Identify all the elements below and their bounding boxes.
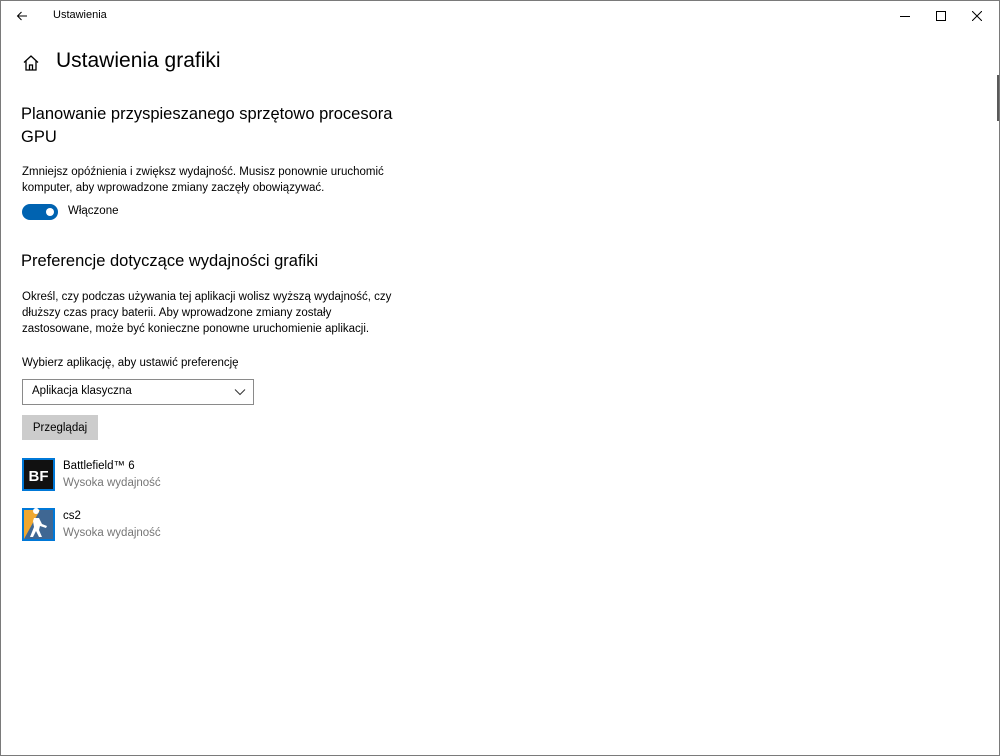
app-type-dropdown[interactable] bbox=[22, 379, 254, 405]
app-select-label: Wybierz aplikację, aby ustawić preferencję bbox=[22, 357, 239, 369]
maximize-icon bbox=[936, 11, 946, 21]
page-title: Ustawienia grafiki bbox=[56, 49, 221, 72]
scroll-indicator[interactable] bbox=[997, 75, 999, 121]
home-icon[interactable] bbox=[21, 53, 41, 73]
back-arrow-icon bbox=[16, 10, 28, 22]
app-list-item[interactable] bbox=[22, 458, 382, 494]
maximize-button[interactable] bbox=[923, 1, 959, 31]
chevron-down-icon bbox=[233, 385, 247, 399]
close-button[interactable] bbox=[959, 1, 995, 31]
battlefield-icon-text: BF bbox=[28, 468, 49, 485]
gpu-scheduling-title: Planowanie przyspieszanego sprzętowo procesora GPU bbox=[21, 105, 393, 146]
performance-prefs-title: Preferencje dotyczące wydajności grafiki bbox=[21, 252, 319, 270]
app-preference: Wysoka wydajność bbox=[63, 527, 161, 539]
performance-prefs-description: Określ, czy podczas używania tej aplikacji wolisz wyższą wydajność, czy dłuższy czas pracy baterii. Aby wprowadzone zmiany zostały zastosowane, może być konieczne ponowne uruchomienie aplikacji. bbox=[22, 291, 392, 335]
app-name: cs2 bbox=[63, 510, 81, 522]
browse-button[interactable]: Przeglądaj bbox=[22, 415, 98, 440]
minimize-button[interactable] bbox=[887, 1, 923, 31]
back-button[interactable] bbox=[7, 1, 37, 31]
toggle-state-label: Włączone bbox=[68, 205, 119, 217]
dropdown-value: Aplikacja klasyczna bbox=[32, 385, 132, 397]
minimize-icon bbox=[900, 11, 910, 21]
gpu-scheduling-description: Zmniejsz opóźnienia i zwiększ wydajność. Musisz ponownie uruchomić komputer, aby wprowadzone zmiany zaczęły obowiązywać. bbox=[22, 166, 384, 194]
battlefield-icon bbox=[22, 458, 55, 491]
window-title: Ustawienia bbox=[53, 9, 107, 21]
close-icon bbox=[972, 11, 982, 21]
counter-strike-icon bbox=[22, 508, 55, 541]
gpu-scheduling-toggle[interactable] bbox=[22, 204, 58, 220]
app-preference: Wysoka wydajność bbox=[63, 477, 161, 489]
app-list-item[interactable] bbox=[22, 508, 382, 544]
app-name: Battlefield™ 6 bbox=[63, 460, 135, 472]
title-bar bbox=[1, 1, 999, 31]
toggle-knob bbox=[46, 208, 54, 216]
